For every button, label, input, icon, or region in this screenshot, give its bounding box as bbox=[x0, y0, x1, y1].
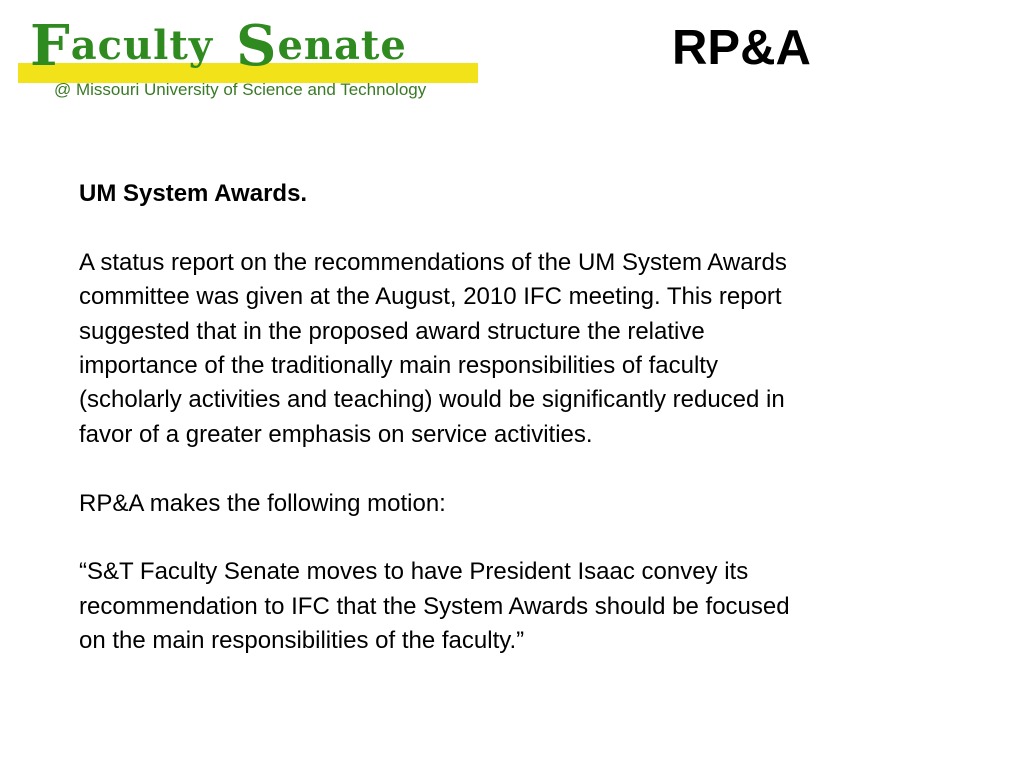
logo-faculty-initial: F bbox=[30, 13, 71, 79]
motion-line: on the main responsibilities of the faculty.” bbox=[79, 627, 525, 655]
logo-word-senate bbox=[236, 13, 407, 79]
logo-word-faculty bbox=[30, 13, 214, 79]
paragraph-line: (scholarly activities and teaching) would be significantly reduced in bbox=[79, 386, 785, 414]
motion-intro: RP&A makes the following motion: bbox=[79, 489, 446, 517]
logo-faculty-rest: aculty bbox=[70, 22, 214, 69]
paragraph-line: suggested that in the proposed award structure the relative bbox=[79, 317, 705, 345]
paragraph-line: committee was given at the August, 2010 IFC meeting. This report bbox=[79, 283, 782, 311]
logo-subtitle: @ Missouri University of Science and Technology bbox=[54, 80, 427, 99]
motion-line: “S&T Faculty Senate moves to have President Isaac convey its bbox=[79, 558, 749, 586]
faculty-senate-logo bbox=[18, 13, 480, 104]
paragraph-line: importance of the traditionally main responsibilities of faculty bbox=[79, 352, 718, 380]
logo-senate-rest: enate bbox=[277, 22, 407, 69]
slide-body bbox=[79, 177, 939, 693]
paragraph-line: A status report on the recommendations of the UM System Awards bbox=[79, 248, 787, 276]
motion-text bbox=[79, 555, 939, 658]
status-report-paragraph bbox=[79, 246, 939, 452]
paragraph-line: favor of a greater emphasis on service activities. bbox=[79, 420, 593, 448]
slide-title: RP&A bbox=[672, 21, 811, 75]
logo-senate-initial: S bbox=[236, 13, 278, 79]
section-heading: UM System Awards. bbox=[79, 180, 308, 207]
motion-line: recommendation to IFC that the System Awards should be focused bbox=[79, 592, 790, 620]
